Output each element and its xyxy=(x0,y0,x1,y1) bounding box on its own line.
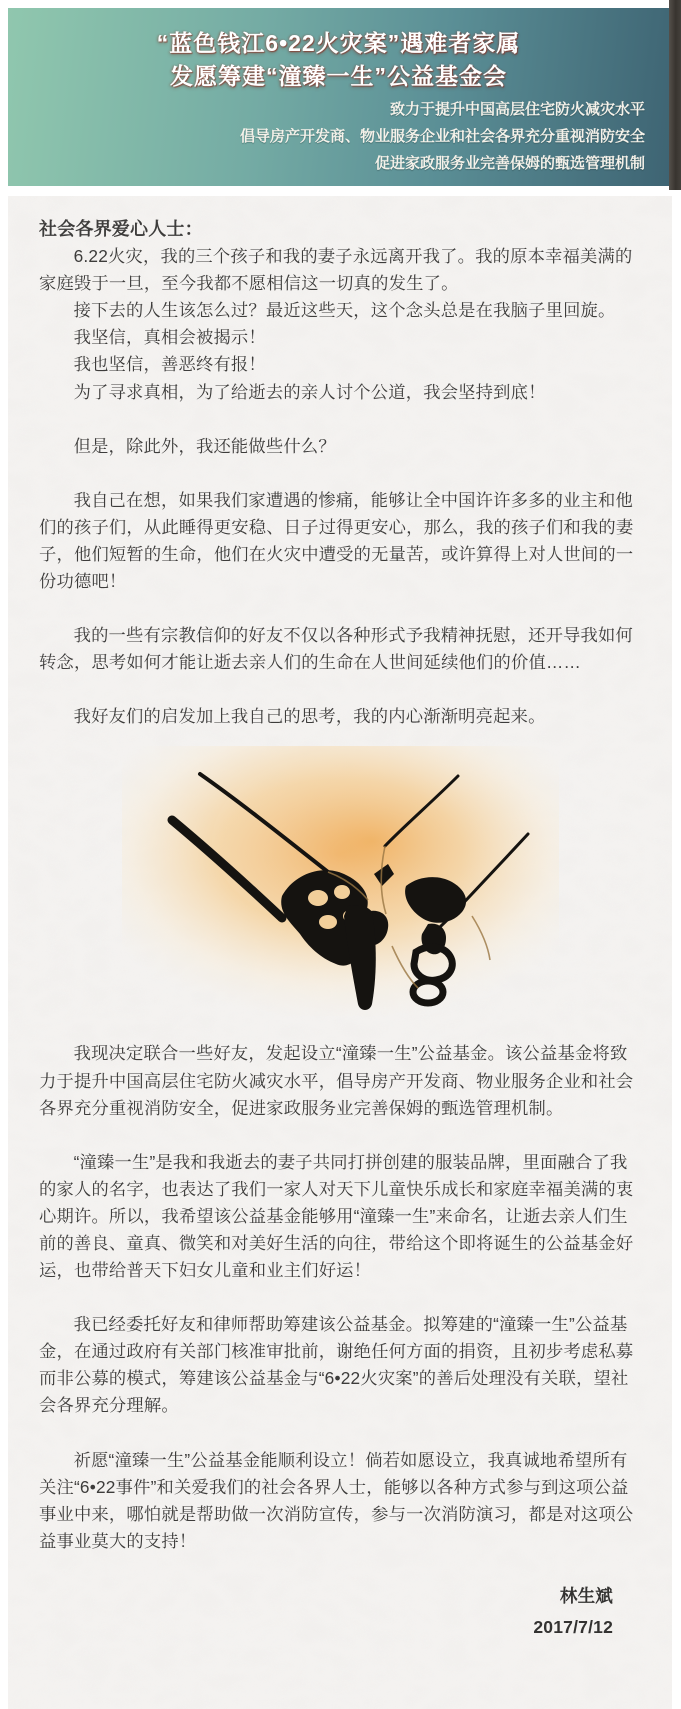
header-banner xyxy=(8,8,669,186)
letter-paragraph: 接下去的人生该怎么过？最近这些天，这个念头总是在我脑子里回旋。 xyxy=(73,300,616,321)
watercolor-blotch xyxy=(212,746,532,936)
letter-paragraph: 我自己在想，如果我们家遭遇的惨痛，能够让全中国许许多多的业主和他们的孩子们，从此睡得更安稳、日子过得更安心，那么，我的孩子们和我的妻子，他们短暂的生命，他们在火灾中遭受的无量苦，或许算得上对人世间的一份功德吧！ xyxy=(39,489,634,592)
header-right-edge xyxy=(669,0,681,190)
banner-subtitle-line1: 致力于提升中国高层住宅防火减灾水平 xyxy=(389,101,645,118)
banner-title-line1: “蓝色钱江6•22火灾案”遇难者家属 xyxy=(156,30,521,56)
letter-paragraph: 祈愿“潼臻一生”公益基金能顺利设立！倘若如愿设立，我真诚地希望所有关注“6•22事件”和关爱我们的社会各界人士，能够以各种方式参与到这项公益事业中来，哪怕就是帮助做一次消防宣传，参与一次消防演习，都是对这项公益事业莫大的支持！ xyxy=(39,1449,634,1551)
banner-title xyxy=(8,27,669,93)
pinky-promise-illustration xyxy=(122,746,559,1016)
letter-paragraph: “潼臻一生”是我和我逝去的妻子共同打拼创建的服装品牌，里面融合了我的家人的名字，也表达了我们一家人对天下儿童快乐成长和家庭幸福美满的衷心期许。所以，我希望该公益基金能够用“潼臻一生”来命名，让逝去亲人们生前的善良、童真、微笑和对美好生活的向往，带给这个即将诞生的公益基金好运，也带给普天下妇女儿童和业主们好运！ xyxy=(39,1151,634,1281)
letter-paper xyxy=(8,196,672,1709)
letter-paragraph: 我好友们的启发加上我自己的思考，我的内心渐渐明亮起来。 xyxy=(73,706,546,727)
salutation: 社会各界爱心人士： xyxy=(39,219,203,239)
letter-paragraph: 我现决定联合一些好友，发起设立“潼臻一生”公益基金。该公益基金将致力于提升中国高层住宅防火减灾水平，倡导房产开发商、物业服务企业和社会各界充分重视消防安全，促进家政服务业完善保姆的甄选管理机制。 xyxy=(39,1043,634,1118)
signature-block xyxy=(39,1581,641,1643)
banner-subtitle xyxy=(8,96,669,177)
letter-paragraph: 我已经委托好友和律师帮助筹建该公益基金。拟筹建的“潼臻一生”公益基金，在通过政府有关部门核准审批前，谢绝任何方面的捐资，且初步考虑私募而非公募的模式，筹建该公益基金与“6•22火灾案”的善后处理没有关联，望社会各界充分理解。 xyxy=(39,1314,634,1416)
letter-content xyxy=(8,196,672,1643)
letter-paragraph: 6.22火灾，我的三个孩子和我的妻子永远离开我了。我的原本幸福美满的家庭毁于一旦，至今我都不愿相信这一切真的发生了。 xyxy=(39,246,633,294)
banner-subtitle-line3: 促进家政服务业完善保姆的甄选管理机制 xyxy=(374,155,645,172)
letter-paragraph: 但是，除此外，我还能做些什么？ xyxy=(73,435,336,456)
pinky-promise-drawing xyxy=(122,746,559,1016)
letter-paragraph: 我坚信，真相会被揭示！ xyxy=(73,327,266,348)
signature-date: 2017/7/12 xyxy=(533,1616,613,1637)
paragraph-group-bottom xyxy=(39,1040,641,1555)
paragraph-group-top xyxy=(39,243,641,730)
letter-paragraph: 为了寻求真相，为了给逝去的亲人讨个公道，我会坚持到底！ xyxy=(73,381,546,402)
banner-subtitle-line2: 倡导房产开发商、物业服务企业和社会各界充分重视消防安全 xyxy=(239,128,645,145)
letter-paragraph: 我也坚信，善恶终有报！ xyxy=(73,354,266,375)
banner-title-line2: 发愿筹建“潼臻一生”公益基金会 xyxy=(170,63,507,89)
letter-paragraph: 我的一些有宗教信仰的好友不仅以各种形式予我精神抚慰，还开导我如何转念，思考如何才能让逝去亲人们的生命在人世间延续他们的价值…… xyxy=(39,625,633,673)
signature-name: 林生斌 xyxy=(559,1585,613,1606)
